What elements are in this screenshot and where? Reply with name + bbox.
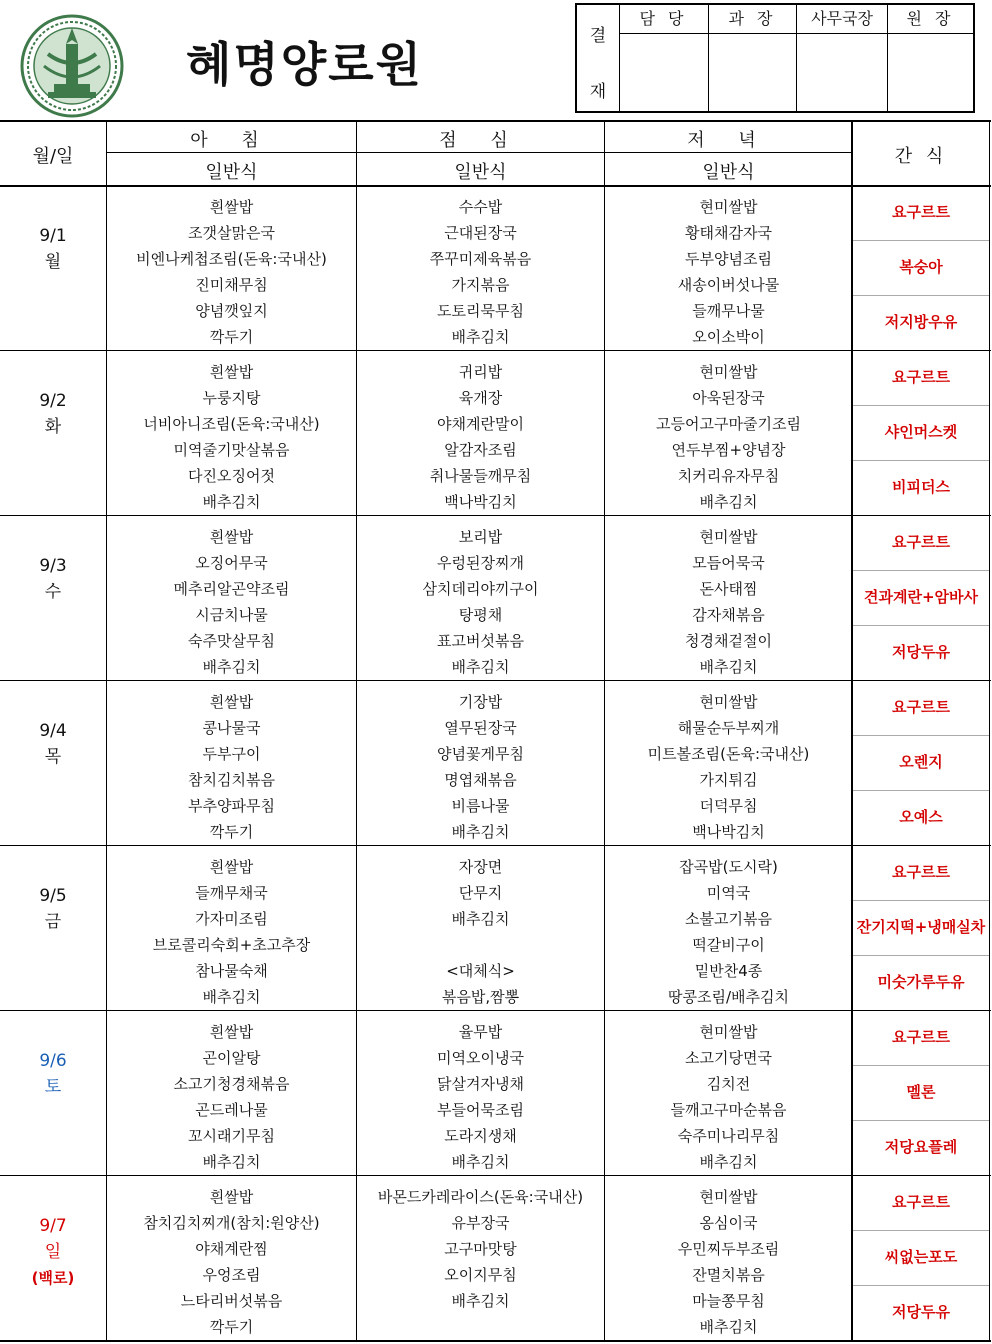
day-weekday: 토 xyxy=(44,1077,62,1097)
approval-head-director: 원 장 xyxy=(888,5,973,34)
approval-slot-director[interactable] xyxy=(888,5,973,111)
dinner-item: 숙주미나리무침 xyxy=(677,1127,780,1145)
dinner-item: 옹심이국 xyxy=(699,1214,758,1232)
approval-head-staff: 담 당 xyxy=(619,5,708,34)
breakfast-item: 비엔나케첩조림(돈육:국내산) xyxy=(136,250,327,268)
day-weekday: 화 xyxy=(44,417,62,437)
breakfast-item: 흰쌀밥 xyxy=(209,858,254,876)
page-title: 혜명양로원 xyxy=(186,38,424,93)
lunch-item: 가지볶음 xyxy=(451,276,510,294)
dinner-item: 현미쌀밥 xyxy=(699,1188,758,1206)
lunch-item: 보리밥 xyxy=(458,528,503,546)
breakfast-item: 배추김치 xyxy=(202,988,261,1006)
lunch-subheader: 일반식 xyxy=(454,162,507,183)
dinner-item: 미역국 xyxy=(706,884,751,902)
dinner-item: 연두부찜+양념장 xyxy=(671,441,786,459)
breakfast-item: 꼬시래기무침 xyxy=(188,1127,275,1145)
breakfast-item: 흰쌀밥 xyxy=(209,1023,254,1041)
dinner-item: 배추김치 xyxy=(699,1153,758,1171)
dinner-item: 현미쌀밥 xyxy=(699,1023,758,1041)
lunch-item: 배추김치 xyxy=(451,328,510,346)
breakfast-item: 곤이알탕 xyxy=(202,1049,261,1067)
dinner-item: 아욱된장국 xyxy=(692,389,765,407)
breakfast-item: 흰쌀밥 xyxy=(209,1188,254,1206)
snack-header: 간 식 xyxy=(894,146,948,167)
breakfast-item: 참치김치찌개(참치:원양산) xyxy=(143,1214,320,1232)
lunch-header: 점 심 xyxy=(439,130,522,151)
lunch-item: 자장면 xyxy=(458,858,503,876)
day-date: 9/4 xyxy=(39,721,67,741)
dinner-item: 들깨고구마순볶음 xyxy=(670,1101,787,1119)
snack-item: 저당요플레 xyxy=(884,1138,958,1156)
header-divider xyxy=(107,152,852,153)
lunch-menu xyxy=(357,1184,604,1340)
dinner-menu xyxy=(605,194,852,350)
day-date-cell xyxy=(0,1213,106,1291)
dinner-menu xyxy=(605,1184,852,1340)
table-bottom-border xyxy=(0,1340,991,1342)
dinner-item: 배추김치 xyxy=(699,493,758,511)
breakfast-item: 흰쌀밥 xyxy=(209,528,254,546)
snack-item: 견과계란+암바사 xyxy=(864,588,978,606)
approval-box xyxy=(575,3,975,113)
breakfast-menu xyxy=(107,854,356,1010)
lunch-item: 배추김치 xyxy=(451,658,510,676)
breakfast-menu xyxy=(107,359,356,515)
lunch-item: 율무밥 xyxy=(458,1023,503,1041)
lunch-item: 단무지 xyxy=(458,884,503,902)
breakfast-item: 깍두기 xyxy=(209,823,254,841)
snack-item: 요구르트 xyxy=(892,203,950,221)
breakfast-item: 소고기청경채볶음 xyxy=(173,1075,290,1093)
day-date-cell xyxy=(0,883,106,935)
day-weekday: 월 xyxy=(44,252,62,272)
day-row-divider xyxy=(0,680,991,681)
breakfast-menu xyxy=(107,524,356,680)
snack-item: 멜론 xyxy=(906,1083,936,1101)
lunch-item: 양념꽃게무침 xyxy=(437,745,524,763)
breakfast-item: 흰쌀밥 xyxy=(209,693,254,711)
lunch-item: 삼치데리야끼구이 xyxy=(422,580,539,598)
snack-item: 오렌지 xyxy=(899,753,943,771)
snack-item: 요구르트 xyxy=(892,368,950,386)
breakfast-item: 곤드레나물 xyxy=(195,1101,268,1119)
snack-item: 씨없는포도 xyxy=(884,1248,958,1266)
day-row-divider xyxy=(0,1175,991,1176)
dinner-item: 들깨무나물 xyxy=(692,302,765,320)
lunch-menu xyxy=(357,194,604,350)
breakfast-item: 야채계란찜 xyxy=(195,1240,268,1258)
dinner-item: 떡갈비구이 xyxy=(692,936,765,954)
day-date: 9/1 xyxy=(39,226,67,246)
dinner-item: 김치전 xyxy=(706,1075,751,1093)
snack-item: 저당두유 xyxy=(892,643,950,661)
breakfast-item: 부추양파무침 xyxy=(188,797,275,815)
day-weekday: 목 xyxy=(44,747,62,767)
breakfast-item: 가자미조림 xyxy=(195,910,268,928)
lunch-item: 볶음밥,짬뽕 xyxy=(441,988,520,1006)
lunch-item: 우렁된장찌개 xyxy=(437,554,524,572)
dinner-item: 미트볼조림(돈육:국내산) xyxy=(647,745,810,763)
breakfast-subheader: 일반식 xyxy=(205,162,258,183)
dinner-item: 더덕무침 xyxy=(699,797,758,815)
breakfast-item: 미역줄기맛살볶음 xyxy=(173,441,290,459)
lunch-menu xyxy=(357,689,604,845)
snack-item: 잔기지떡+냉매실차 xyxy=(856,918,986,936)
snack-item: 복숭아 xyxy=(899,258,943,276)
breakfast-item: 배추김치 xyxy=(202,1153,261,1171)
lunch-item: 귀리밥 xyxy=(458,363,503,381)
snack-item: 요구르트 xyxy=(892,698,950,716)
day-date: 9/3 xyxy=(39,556,67,576)
day-row-divider xyxy=(0,515,991,516)
lunch-item: 육개장 xyxy=(458,389,503,407)
lunch-item: 부들어묵조림 xyxy=(437,1101,524,1119)
day-date: 9/5 xyxy=(39,886,67,906)
lunch-item: 야채계란말이 xyxy=(437,415,524,433)
dinner-item: 백나박김치 xyxy=(692,823,765,841)
day-date-cell xyxy=(0,1048,106,1100)
lunch-item: 고구마맛탕 xyxy=(444,1240,517,1258)
breakfast-menu xyxy=(107,1019,356,1175)
dinner-item: 돈사태찜 xyxy=(699,580,758,598)
lunch-item: 배추김치 xyxy=(451,1153,510,1171)
dinner-item: 두부양념조림 xyxy=(685,250,772,268)
snack-item: 오예스 xyxy=(899,808,943,826)
dinner-item: 잔멸치볶음 xyxy=(692,1266,765,1284)
dinner-item: 잡곡밥(도시락) xyxy=(679,858,778,876)
table-right-border xyxy=(989,120,990,1340)
dinner-menu xyxy=(605,689,852,845)
lunch-item: 근대된장국 xyxy=(444,224,517,242)
approval-slot-secretary[interactable] xyxy=(797,5,888,111)
breakfast-item: 너비아니조림(돈육:국내산) xyxy=(143,415,320,433)
dinner-menu xyxy=(605,359,852,515)
day-date-cell xyxy=(0,553,106,605)
lunch-item: 수수밥 xyxy=(458,198,503,216)
day-row-divider xyxy=(0,350,991,351)
day-date: 9/7 xyxy=(39,1216,67,1236)
breakfast-item: 배추김치 xyxy=(202,658,261,676)
breakfast-item: 참치김치볶음 xyxy=(188,771,275,789)
day-date: 9/2 xyxy=(39,391,67,411)
breakfast-item: 숙주맛살무침 xyxy=(188,632,275,650)
day-weekday: 금 xyxy=(44,912,62,932)
approval-slot-staff[interactable] xyxy=(619,5,709,111)
dinner-item: 현미쌀밥 xyxy=(699,363,758,381)
breakfast-item: 메추리알곤약조림 xyxy=(173,580,290,598)
menu-table xyxy=(0,120,991,1342)
breakfast-item: 누룽지탕 xyxy=(202,389,261,407)
dinner-item: 현미쌀밥 xyxy=(699,198,758,216)
dinner-item: 땅콩조림/배추김치 xyxy=(668,988,789,1006)
day-row-divider xyxy=(0,845,991,846)
lunch-item: 비름나물 xyxy=(451,797,510,815)
dinner-item: 배추김치 xyxy=(699,658,758,676)
lunch-item: 오이지무침 xyxy=(444,1266,517,1284)
lunch-item: 취나물들깨무침 xyxy=(429,467,532,485)
dinner-menu xyxy=(605,1019,852,1175)
lunch-item: 도토리묵무침 xyxy=(437,302,524,320)
dinner-item: 감자채볶음 xyxy=(692,606,765,624)
breakfast-item: 브로콜리숙회+초고추장 xyxy=(152,936,311,954)
dinner-item: 해물순두부찌개 xyxy=(677,719,780,737)
dinner-header: 저 녁 xyxy=(687,130,770,151)
breakfast-item: 깍두기 xyxy=(209,1318,254,1336)
dinner-item: 청경채겉절이 xyxy=(685,632,772,650)
dinner-item: 소고기당면국 xyxy=(685,1049,772,1067)
lunch-item: <대체식> xyxy=(446,962,515,980)
dinner-item: 소불고기볶음 xyxy=(685,910,772,928)
lunch-item: 배추김치 xyxy=(451,823,510,841)
lunch-item: 백나박김치 xyxy=(444,493,517,511)
day-date-cell xyxy=(0,718,106,770)
lunch-item: 닭살겨자냉채 xyxy=(437,1075,524,1093)
breakfast-item: 양념깻잎지 xyxy=(195,302,268,320)
dinner-item: 배추김치 xyxy=(699,1318,758,1336)
lunch-item: 알감자조림 xyxy=(444,441,517,459)
dinner-item: 황태채감자국 xyxy=(685,224,772,242)
emblem-logo xyxy=(20,14,124,118)
table-top-border xyxy=(0,120,991,122)
breakfast-item: 참나물숙채 xyxy=(195,962,268,980)
snack-item: 저당두유 xyxy=(892,1303,950,1321)
day-date: 9/6 xyxy=(39,1051,67,1071)
day-note: (백로) xyxy=(31,1269,75,1287)
lunch-item: 미역오이냉국 xyxy=(437,1049,524,1067)
day-date-cell xyxy=(0,388,106,440)
lunch-item: 도라지생채 xyxy=(444,1127,517,1145)
snack-item: 요구르트 xyxy=(892,863,950,881)
dinner-item: 우민찌두부조림 xyxy=(677,1240,780,1258)
approval-head-manager: 과 장 xyxy=(709,5,796,34)
day-weekday: 수 xyxy=(44,582,62,602)
snack-item: 요구르트 xyxy=(892,1193,950,1211)
lunch-menu xyxy=(357,1019,604,1175)
dinner-item: 밑반찬4종 xyxy=(694,962,763,980)
breakfast-item: 들깨무채국 xyxy=(195,884,268,902)
breakfast-item: 진미채무침 xyxy=(195,276,268,294)
dinner-item: 고등어고구마줄기조림 xyxy=(656,415,801,433)
lunch-item: 바몬드카레라이스(돈육:국내산) xyxy=(377,1188,584,1206)
breakfast-menu xyxy=(107,194,356,350)
breakfast-menu xyxy=(107,689,356,845)
snack-item: 비피더스 xyxy=(892,478,950,496)
lunch-menu xyxy=(357,359,604,515)
lunch-item: 열무된장국 xyxy=(444,719,517,737)
snack-item: 저지방우유 xyxy=(884,313,958,331)
dinner-item: 모듬어묵국 xyxy=(692,554,765,572)
lunch-item: 기장밥 xyxy=(458,693,503,711)
snack-item: 샤인머스켓 xyxy=(884,423,958,441)
dinner-subheader: 일반식 xyxy=(702,162,755,183)
lunch-item: 배추김치 xyxy=(451,910,510,928)
breakfast-item: 흰쌀밥 xyxy=(209,198,254,216)
dinner-item: 현미쌀밥 xyxy=(699,528,758,546)
lunch-item: 유부장국 xyxy=(451,1214,510,1232)
lunch-item: 표고버섯볶음 xyxy=(437,632,524,650)
approval-label-top: 결 xyxy=(589,26,607,46)
dinner-item: 마늘쫑무침 xyxy=(692,1292,765,1310)
snack-item: 요구르트 xyxy=(892,533,950,551)
lunch-item xyxy=(357,932,604,958)
breakfast-item: 조갯살맑은국 xyxy=(188,224,275,242)
date-header: 월/일 xyxy=(32,146,74,167)
dinner-item: 오이소박이 xyxy=(692,328,765,346)
snack-item: 미숫가루두유 xyxy=(877,973,965,991)
dinner-item: 치커리유자무침 xyxy=(677,467,780,485)
approval-label-bottom: 재 xyxy=(589,82,607,102)
breakfast-item: 흰쌀밥 xyxy=(209,363,254,381)
day-weekday: 일 xyxy=(44,1242,62,1262)
breakfast-item: 깍두기 xyxy=(209,328,254,346)
lunch-item: 명엽채볶음 xyxy=(444,771,517,789)
breakfast-item: 오징어무국 xyxy=(195,554,268,572)
breakfast-item: 두부구이 xyxy=(202,745,261,763)
approval-slot-manager[interactable] xyxy=(709,5,797,111)
breakfast-item: 우엉조림 xyxy=(202,1266,261,1284)
breakfast-menu xyxy=(107,1184,356,1340)
snack-item: 요구르트 xyxy=(892,1028,950,1046)
day-date-cell xyxy=(0,223,106,275)
approval-label xyxy=(577,5,620,111)
lunch-item: 탕평채 xyxy=(458,606,503,624)
lunch-menu xyxy=(357,524,604,680)
lunch-menu xyxy=(357,854,604,1010)
breakfast-item: 다진오징어젓 xyxy=(188,467,275,485)
header-bottom-border xyxy=(0,185,991,187)
breakfast-item: 배추김치 xyxy=(202,493,261,511)
lunch-item xyxy=(357,1314,604,1340)
dinner-menu xyxy=(605,524,852,680)
day-row-divider xyxy=(0,1010,991,1011)
dinner-menu xyxy=(605,854,852,1010)
approval-head-secretary: 사무국장 xyxy=(797,5,887,34)
breakfast-header: 아 침 xyxy=(190,130,273,151)
lunch-item: 쭈꾸미제육볶음 xyxy=(429,250,532,268)
breakfast-item: 콩나물국 xyxy=(202,719,261,737)
dinner-item: 가지튀김 xyxy=(699,771,758,789)
breakfast-item: 시금치나물 xyxy=(195,606,268,624)
breakfast-item: 느타리버섯볶음 xyxy=(180,1292,283,1310)
dinner-item: 현미쌀밥 xyxy=(699,693,758,711)
dinner-item: 새송이버섯나물 xyxy=(677,276,780,294)
lunch-item: 배추김치 xyxy=(451,1292,510,1310)
